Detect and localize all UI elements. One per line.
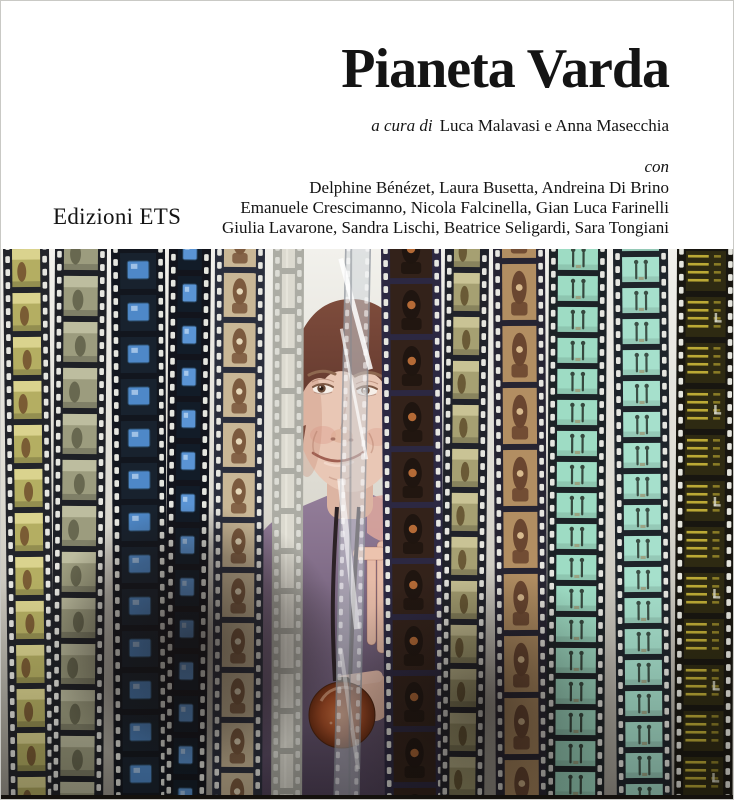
contributors-list bbox=[222, 178, 669, 238]
byline-editors: Luca Malavasi e Anna Masecchia bbox=[439, 116, 669, 135]
contributors-intro: con bbox=[644, 157, 669, 176]
byline-prefix: a cura di bbox=[371, 116, 433, 135]
cover-photo bbox=[1, 249, 734, 800]
film-strips-photo bbox=[1, 249, 734, 800]
publisher-name: Edizioni ETS bbox=[53, 204, 182, 229]
book-title: Pianeta Varda bbox=[341, 38, 669, 100]
byline bbox=[371, 116, 669, 136]
contributors-line: Emanuele Crescimanno, Nicola Falcinella, Gian Luca Farinelli bbox=[240, 198, 669, 217]
contributors-line: Delphine Bénézet, Laura Busetta, Andreina Di Brino bbox=[309, 178, 669, 197]
contributors-line: Giulia Lavarone, Sandra Lischi, Beatrice Seligardi, Sara Tongiani bbox=[222, 218, 669, 237]
